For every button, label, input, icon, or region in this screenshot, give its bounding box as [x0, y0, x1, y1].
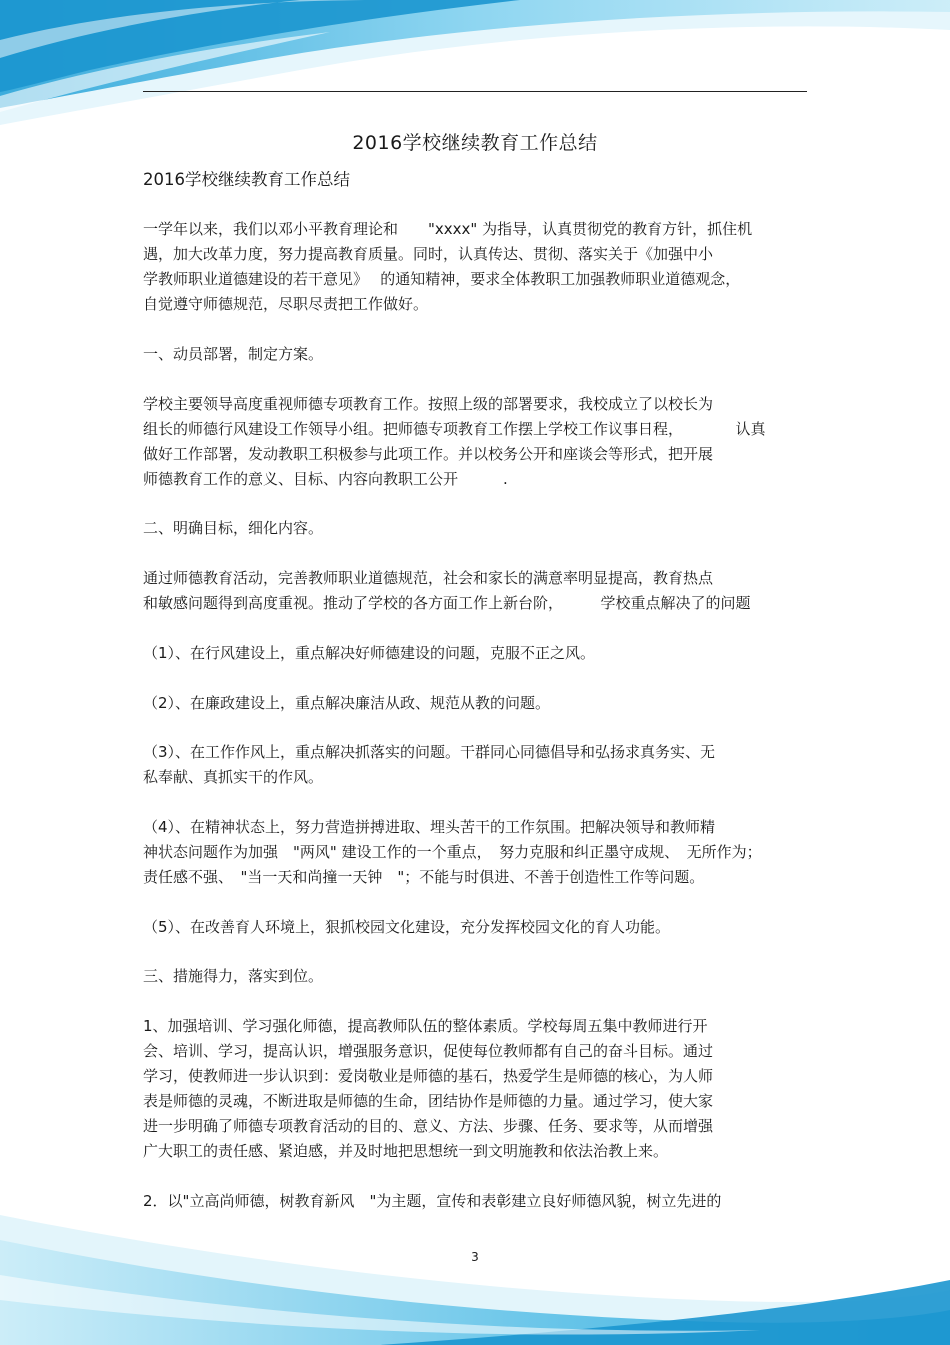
paragraph-line: 1、加强培训、学习强化师德，提高教师队伍的整体素质。学校每周五集中教师进行开 [143, 1017, 708, 1035]
page-number: 3 [471, 1250, 479, 1264]
list-item: （1）、在行风建设上，重点解决好师德建设的问题，克服不正之风。 [143, 644, 596, 662]
list-item: （4）、在精神状态上，努力营造拼搏进取、埋头苦干的工作氛围。把解决领导和教师精 [143, 818, 716, 836]
paragraph-line: 和敏感问题得到高度重视。推动了学校的各方面工作上新台阶， 学校重点解决了的问题 [143, 594, 751, 612]
paragraph-line: 做好工作部署，发动教职工积极参与此项工作。并以校务公开和座谈会等形式，把开展 [143, 445, 714, 463]
list-item-continuation: 神状态问题作为加强 "两风" 建设工作的一个重点， 努力克服和纠正墨守成规、 无所作为； [143, 843, 762, 861]
list-item-continuation: 责任感不强、 "当一天和尚撞一天钟 "；不能与时俱进、不善于创造性工作等问题。 [143, 868, 705, 886]
section-heading: 二、明确目标，细化内容。 [143, 519, 324, 537]
section-heading: 一、动员部署，制定方案。 [143, 345, 324, 363]
paragraph-line: 进一步明确了师德专项教育活动的目的、意义、方法、步骤、任务、要求等，从而增强 [143, 1117, 714, 1135]
document-subtitle: 2016学校继续教育工作总结 [143, 170, 350, 189]
paragraph-line: 师德教育工作的意义、目标、内容向教职工公开 . [143, 470, 508, 488]
paragraph-line: 一学年以来，我们以邓小平教育理论和 "xxxx" 为指导，认真贯彻党的教育方针，抓住机 [143, 220, 753, 238]
paragraph-line: 遇，加大改革力度，努力提高教育质量。同时，认真传达、贯彻、落实关于《加强中小 [143, 245, 714, 263]
list-item: （2）、在廉政建设上，重点解决廉洁从政、规范从教的问题。 [143, 694, 551, 712]
document-title: 2016学校继续教育工作总结 [352, 132, 598, 154]
paragraph-line: 学教师职业道德建设的若干意见》 的通知精神，要求全体教职工加强教师职业道德观念， [143, 270, 741, 288]
paragraph-line: 组长的师德行风建设工作领导小组。把师德专项教育工作摆上学校工作议事日程， 认真 [143, 420, 766, 438]
paragraph-line: 表是师德的灵魂，不断进取是师德的生命，团结协作是师德的力量。通过学习，使大家 [143, 1092, 714, 1110]
paragraph-line: 广大职工的责任感、紧迫感，并及时地把思想统一到文明施教和依法治教上来。 [143, 1142, 669, 1160]
list-item: （3）、在工作作风上，重点解决抓落实的问题。干群同心同德倡导和弘扬求真务实、无 [143, 743, 716, 761]
paragraph-line: 学校主要领导高度重视师德专项教育工作。按照上级的部署要求，我校成立了以校长为 [143, 395, 714, 413]
paragraph-line: 学习，使教师进一步认识到：爱岗敬业是师德的基石，热爱学生是师德的核心，为人师 [143, 1067, 714, 1085]
list-item: （5）、在改善育人环境上，狠抓校园文化建设，充分发挥校园文化的育人功能。 [143, 918, 671, 936]
section-heading: 三、措施得力，落实到位。 [143, 967, 324, 985]
paragraph-line: 会、培训、学习，提高认识，增强服务意识，促使每位教师都有自己的奋斗目标。通过 [143, 1042, 714, 1060]
paragraph-line: 自觉遵守师德规范，尽职尽责把工作做好。 [143, 295, 429, 313]
list-item-continuation: 私奉献、真抓实干的作风。 [143, 768, 324, 786]
paragraph-line: 2．以"立高尚师德，树教育新风 "为主题，宣传和表彰建立良好师德风貌，树立先进的 [143, 1192, 722, 1210]
paragraph-line: 通过师德教育活动，完善教师职业道德规范，社会和家长的满意率明显提高，教育热点 [143, 569, 714, 587]
